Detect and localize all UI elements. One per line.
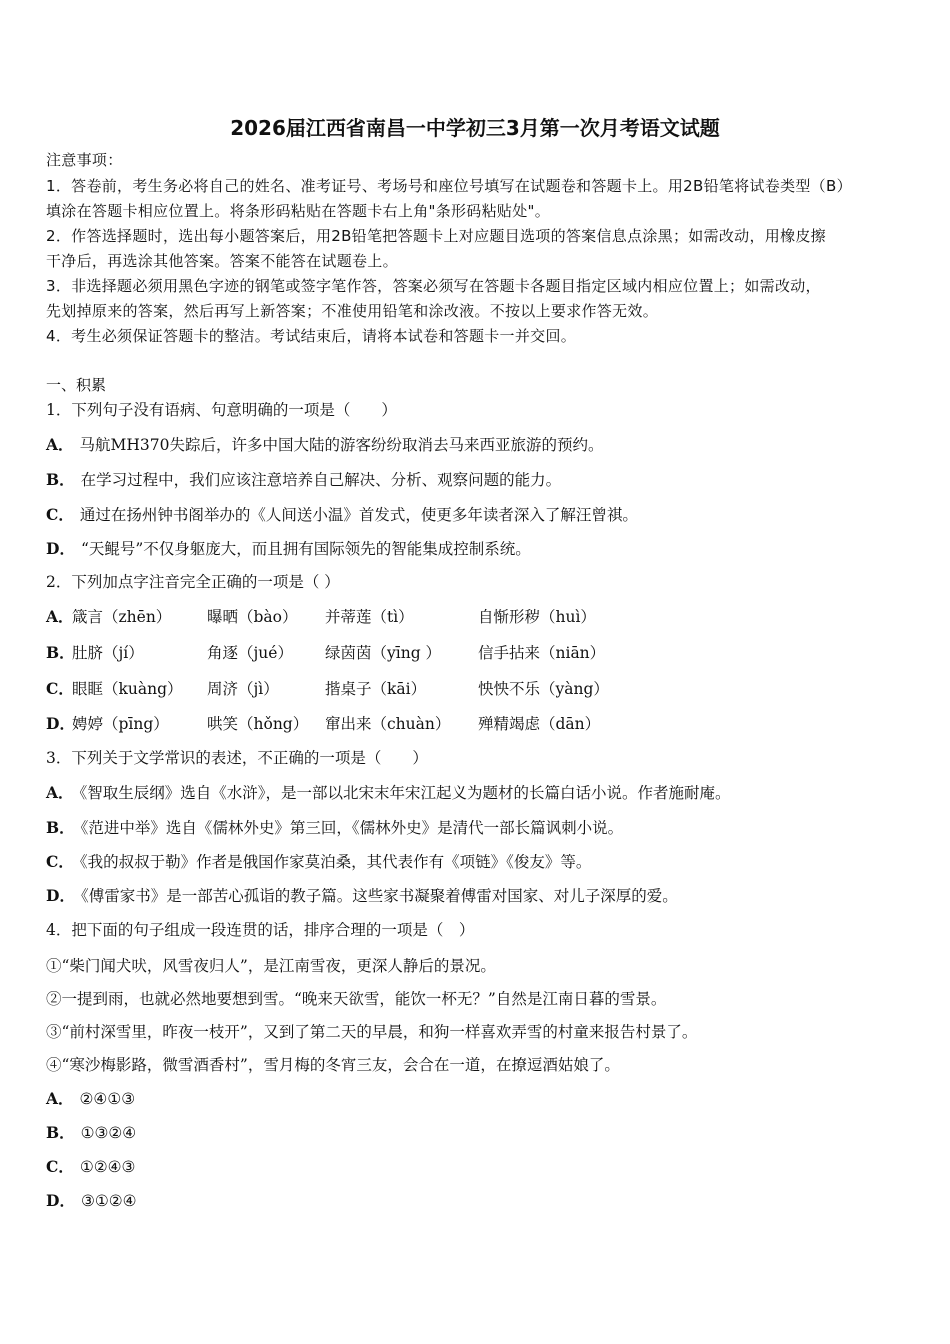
pinyin-item: 信手拈来（niān） [478,644,606,662]
option-label: C． [46,852,74,871]
option-label: D． [46,714,75,733]
option-label: B． [46,470,75,489]
pinyin-item: 曝晒（bào） [207,608,298,626]
note-line: 1．答卷前，考生务必将自己的姓名、准考证号、考场号和座位号填写在试题卷和答题卡上。用2B铅笔将试卷类型（B） [46,177,852,195]
question-3-stem: 3．下列关于文学常识的表述，不正确的一项是（ ） [46,749,428,767]
pinyin-item: 并蒂莲（tì） [325,608,414,626]
section-heading: 一、积累 [46,376,107,394]
option-text: 《范进中举》选自《儒林外史》第三回，《儒林外史》是清代一部长篇讽刺小说。 [80,819,624,837]
q3-option-b [46,818,623,838]
option-label: B． [46,643,75,662]
pinyin-item: 周济（jì） [207,680,279,698]
question-2-stem: 2．下列加点字注音完全正确的一项是（ ） [46,573,340,591]
option-text: 通过在扬州钟书阁举办的《人间送小温》首发式，使更多年读者深入了解汪曾祺。 [79,506,638,524]
note-line: 先划掉原来的答案，然后再写上新答案；不准使用铅笔和涂改液。不按以上要求作答无效。 [46,302,659,320]
note-line: 2．作答选择题时，选出每小题答案后，用2B铅笔把答题卡上对应题目选项的答案信息点涂黑；如需改动，用橡皮擦 [46,227,826,245]
question-4-stem: 4．把下面的句子组成一段连贯的话，排序合理的一项是（ ） [46,921,475,939]
option-text: 《我的叔叔于勒》作者是俄国作家莫泊桑，其代表作有《项链》《俊友》等。 [79,853,592,871]
pinyin-item: 怏怏不乐（yàng） [478,680,609,698]
q4-sentence: ①“柴门闻犬吠，风雪夜归人”，是江南雪夜，更深人静后的景况。 [46,957,496,975]
q4-sentence: ③“前村深雪里，昨夜一枝开”，又到了第二天的早晨，和狗一样喜欢弄雪的村童来报告村景了。 [46,1023,698,1041]
pinyin-item: 箴言（zhēn） [72,608,172,626]
q3-option-d [46,886,678,906]
pinyin-item: 哄笑（hǒng） [207,715,309,733]
q3-option-a [46,783,731,803]
option-label: A． [46,607,74,626]
option-text: ③①②④ [80,1192,137,1210]
pinyin-item: 自惭形秽（huì） [478,608,596,626]
pinyin-item: 角逐（jué） [207,644,293,662]
pinyin-item: 肚脐（jí） [72,644,144,662]
notes-heading: 注意事项： [46,151,123,169]
option-text: ①③②④ [80,1124,137,1142]
pinyin-item: 娉婷（pīng） [72,715,169,733]
q4-option-d [46,1191,137,1211]
q4-sentence: ④“寒沙梅影路，微雪酒香村”，雪月梅的冬宵三友，会合在一道，在撩逗酒姑娘了。 [46,1056,620,1074]
q4-sentence: ②一提到雨，也就必然地要想到雪。“晚来天欲雪，能饮一杯无？”自然是江南日暮的雪景。 [46,990,667,1008]
q1-option-d [46,539,531,559]
option-label: C． [46,679,74,698]
q1-option-a [46,435,604,455]
option-label: B． [46,1123,75,1142]
note-line: 填涂在答题卡相应位置上。将条形码粘贴在答题卡右上角"条形码粘贴处"。 [46,202,551,220]
option-label: D． [46,886,75,905]
note-line: 4．考生必须保证答题卡的整洁。考试结束后，请将本试卷和答题卡一并交回。 [46,327,577,345]
q4-option-b [46,1123,136,1143]
option-label: D． [46,539,75,558]
option-label: A． [46,783,74,802]
option-label: C． [46,1157,74,1176]
pinyin-item: 窜出来（chuàn） [325,715,451,733]
q4-option-a [46,1089,135,1109]
option-label: B． [46,818,75,837]
option-text: 马航MH370失踪后，许多中国大陆的游客纷纷取消去马来西亚旅游的预约。 [79,436,604,454]
pinyin-item: 绿茵茵（yīng ） [325,644,442,662]
page-title: 2026届江西省南昌一中学初三3月第一次月考语文试题 [230,116,720,140]
pinyin-item: 殚精竭虑（dān） [478,715,601,733]
note-line: 干净后，再选涂其他答案。答案不能答在试题卷上。 [46,252,398,270]
q4-option-c [46,1157,135,1177]
option-text: ①②④③ [79,1158,136,1176]
option-label: C． [46,505,74,524]
q1-option-c [46,505,638,525]
option-text: “天鲲号”不仅身躯庞大，而且拥有国际领先的智能集成控制系统。 [80,540,531,558]
option-text: 在学习过程中，我们应该注意培养自己解决、分析、观察问题的能力。 [80,471,562,489]
note-line: 3．非选择题必须用黑色字迹的钢笔或签字笔作答，答案必须写在答题卡各题目指定区域内相应位置上；如需改动， [46,277,821,295]
q1-option-b [46,470,561,490]
option-text: ②④①③ [79,1090,136,1108]
option-label: D． [46,1191,75,1210]
question-1-stem: 1．下列句子没有语病、句意明确的一项是（ ） [46,401,397,419]
pinyin-item: 眼眶（kuàng） [72,680,183,698]
option-label: A． [46,435,74,454]
pinyin-item: 揩桌子（kāi） [325,680,427,698]
option-text: 《傅雷家书》是一部苦心孤诣的教子篇。这些家书凝聚着傅雷对国家、对儿子深厚的爱。 [80,887,678,905]
q3-option-c [46,852,591,872]
option-text: 《智取生辰纲》选自《水浒》，是一部以北宋末年宋江起义为题材的长篇白话小说。作者施耐庵。 [79,784,731,802]
option-label: A． [46,1089,74,1108]
